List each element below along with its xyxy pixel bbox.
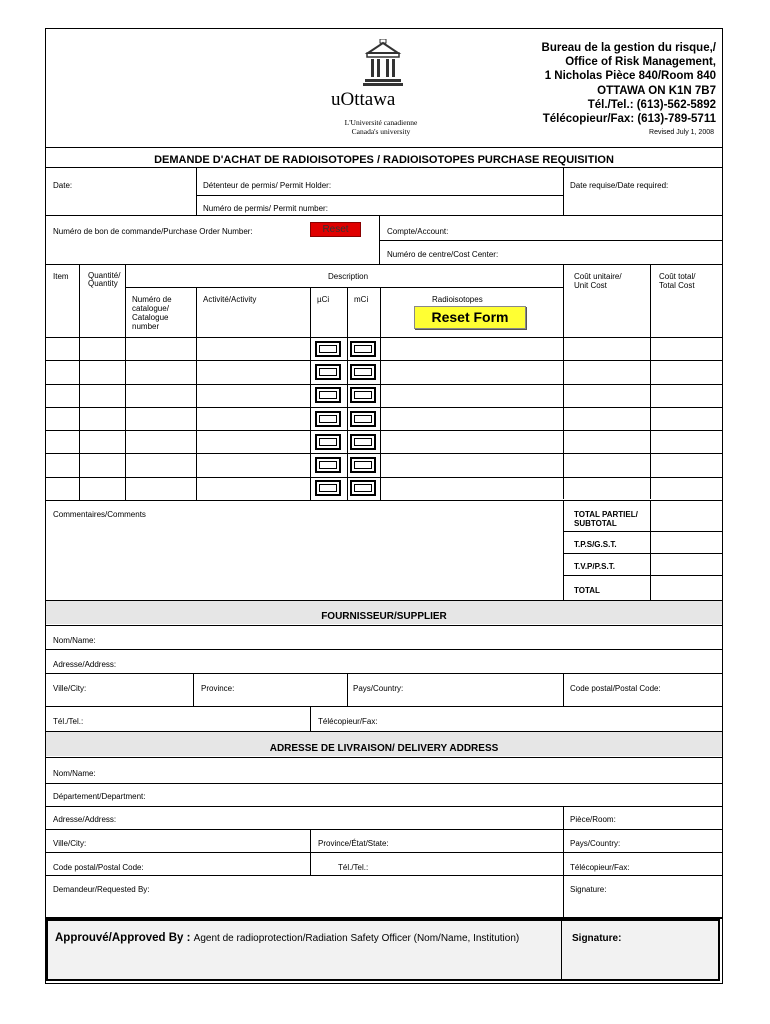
approval-box [46,919,720,981]
supplier-country-label: Pays/Country: [353,684,404,693]
mci-checkbox[interactable] [350,480,376,496]
delivery-address-label: Adresse/Address: [53,815,117,824]
revised-date: Revised July 1, 2008 [649,129,714,136]
col-quantity-2: Quantity [88,279,118,288]
table-row-divider [46,360,722,361]
mci-checkbox[interactable] [350,434,376,450]
requested-by-label: Demandeur/Requested By: [53,885,150,894]
col-item: Item [53,272,69,281]
delivery-country-label: Pays/Country: [570,839,621,848]
pst-label: T.V.P/P.S.T. [574,562,615,571]
delivery-department-label: Département/Department: [53,792,146,801]
delivery-heading: ADRESSE DE LIVRAISON/ DELIVERY ADDRESS [269,743,499,754]
table-row-divider [46,430,722,431]
col-activity: Activité/Activity [203,295,257,304]
university-building-icon [362,39,404,87]
col-description: Description [328,272,369,281]
po-number-label: Numéro de bon de commande/Purchase Order Number: [53,227,253,236]
form-title: DEMANDE D'ACHAT DE RADIOISOTOPES / RADIOISOTOPES PURCHASE REQUISITION [154,154,614,166]
address-line: Télécopieur/Fax: (613)-789-5711 [542,113,716,126]
delivery-room-label: Pièce/Room: [570,815,616,824]
requisition-form [45,28,723,984]
approval-signature-label: Signature: [572,933,622,944]
requester-signature-label: Signature: [570,885,607,894]
col-catalogue-1: Numéro de [132,295,172,304]
mci-checkbox[interactable] [350,411,376,427]
reset-button[interactable]: Reset [310,222,361,237]
uci-checkbox[interactable] [315,480,341,496]
total-label: TOTAL [574,586,600,595]
date-label: Date: [53,181,73,190]
uci-checkbox[interactable] [315,457,341,473]
office-address [542,41,716,126]
table-row-divider [46,477,722,478]
cost-center-label: Numéro de centre/Cost Center: [387,250,499,259]
approved-by-label: Approuvé/Approved By : [55,932,191,944]
col-catalogue-2: catalogue/ [132,304,169,313]
col-unit-cost-2: Unit Cost [574,281,607,290]
address-line: Office of Risk Management, [565,56,716,69]
col-catalogue-4: number [132,322,160,331]
mci-checkbox[interactable] [350,364,376,380]
logo-name: uOttawa [331,89,396,110]
uci-checkbox[interactable] [315,434,341,450]
uci-checkbox[interactable] [315,341,341,357]
address-line: 1 Nicholas Pièce 840/Room 840 [544,70,716,83]
delivery-tel-label: Tél./Tel.: [338,863,369,872]
address-line: OTTAWA ON K1N 7B7 [597,84,716,97]
table-row-divider [46,453,722,454]
supplier-province-label: Province: [201,684,235,693]
gst-label: T.P.S/G.S.T. [574,540,617,549]
delivery-province-label: Province/État/State: [318,839,389,848]
col-catalogue-3: Catalogue [132,313,169,322]
uci-checkbox[interactable] [315,387,341,403]
supplier-tel-label: Tél./Tel.: [53,717,84,726]
delivery-postal-label: Code postal/Postal Code: [53,863,144,872]
approved-by-detail: Agent de radioprotection/Radiation Safety Officer (Nom/Name, Institution) [193,933,520,944]
uci-checkbox[interactable] [315,411,341,427]
col-total-cost-2: Total Cost [659,281,695,290]
subtotal-label-1: TOTAL PARTIEL/ [574,510,638,519]
permit-number-label: Numéro de permis/ Permit number: [203,204,328,213]
subtotal-label-2: SUBTOTAL [574,519,617,528]
supplier-postal-label: Code postal/Postal Code: [570,684,661,693]
address-line: Bureau de la gestion du risque,/ [541,42,716,54]
approval-text [55,932,519,944]
col-total-cost-1: Coût total/ [659,272,696,281]
supplier-address-label: Adresse/Address: [53,660,117,669]
comments-label: Commentaires/Comments [53,510,146,519]
supplier-city-label: Ville/City: [53,684,87,693]
col-mci: mCi [354,295,369,304]
mci-checkbox[interactable] [350,341,376,357]
col-radioisotopes: Radioisotopes [432,295,483,304]
table-row-divider [46,407,722,408]
delivery-name-label: Nom/Name: [53,769,96,778]
delivery-city-label: Ville/City: [53,839,87,848]
logo-tagline-en: Canada's university [351,127,411,136]
table-row-divider [46,384,722,385]
delivery-fax-label: Télécopieur/Fax: [570,863,630,872]
address-line: Tél./Tel.: (613)-562-5892 [587,98,716,111]
account-label: Compte/Account: [387,227,449,236]
uci-checkbox[interactable] [315,364,341,380]
col-quantity-1: Quantité/ [88,271,121,280]
supplier-name-label: Nom/Name: [53,636,96,645]
col-unit-cost-1: Coût unitaire/ [574,272,622,281]
supplier-heading: FOURNISSEUR/SUPPLIER [321,611,447,622]
supplier-fax-label: Télécopieur/Fax: [318,717,378,726]
col-uci: µCi [317,295,330,304]
date-required-label: Date requise/Date required: [570,181,669,190]
reset-form-button[interactable]: Reset Form [414,306,526,329]
mci-checkbox[interactable] [350,387,376,403]
mci-checkbox[interactable] [350,457,376,473]
permit-holder-label: Détenteur de permis/ Permit Holder: [203,181,332,190]
logo-tagline-fr: L'Université canadienne [344,118,418,127]
